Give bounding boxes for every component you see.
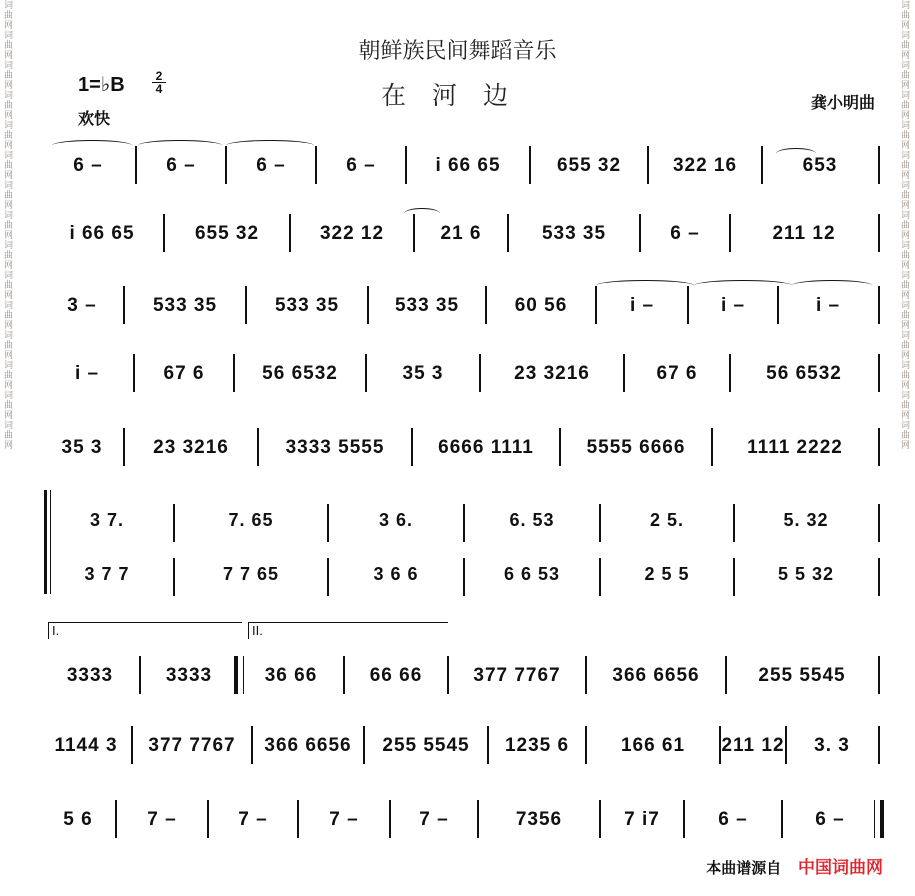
barline [878, 214, 880, 252]
barline [729, 354, 731, 392]
tie-arc [776, 148, 816, 159]
measure: 7 – [147, 809, 177, 830]
barline [878, 428, 880, 466]
barline [207, 800, 209, 838]
tie-arc [694, 280, 792, 291]
barline [447, 656, 449, 694]
staff-row [40, 210, 880, 258]
barline [233, 354, 235, 392]
barline [623, 354, 625, 392]
score-title: 朝鲜族民间舞蹈音乐 [358, 39, 557, 64]
barline [327, 504, 329, 542]
barline [878, 286, 880, 324]
measure: 56 6532 [262, 363, 338, 384]
barline [389, 800, 391, 838]
measure: i 66 65 [435, 155, 501, 176]
barline [683, 800, 685, 838]
measure: i – [629, 295, 655, 316]
barline [878, 146, 880, 184]
staff-row [40, 424, 880, 472]
barline [463, 558, 465, 596]
barline [878, 558, 880, 596]
barline [225, 146, 227, 184]
measure: 5 6 [63, 809, 93, 830]
measure: i 66 65 [69, 223, 135, 244]
barline [133, 354, 135, 392]
barline [327, 558, 329, 596]
measure: 6666 1111 [438, 437, 534, 458]
measure: 377 7767 [148, 735, 236, 756]
measure: 7 – [329, 809, 359, 830]
staff-row [40, 796, 880, 844]
key-signature: 1=♭B [78, 74, 125, 96]
measure: 211 12 [772, 223, 836, 244]
measure: 3 7 7 [84, 563, 130, 584]
barline [123, 428, 125, 466]
measure: 3333 [165, 665, 213, 686]
measure: 6. 53 [509, 509, 555, 530]
repeat-bracket [44, 490, 55, 594]
barline [585, 656, 587, 694]
barline [874, 800, 884, 838]
staff-row [40, 722, 880, 770]
measure: 166 61 [620, 735, 686, 756]
barline [257, 428, 259, 466]
measure: 6 – [346, 155, 376, 176]
barline [585, 726, 587, 764]
measure: i – [74, 363, 100, 384]
barline [785, 726, 787, 764]
footer-credit [706, 853, 883, 878]
barline [647, 146, 649, 184]
measure: 3. 3 [814, 735, 850, 756]
measure: 67 6 [163, 363, 205, 384]
measure: 366 6656 [264, 735, 352, 756]
barline [479, 354, 481, 392]
barline [599, 504, 601, 542]
barline [878, 504, 880, 542]
measure: 3333 5555 [285, 437, 385, 458]
measure: 366 6656 [612, 665, 700, 686]
measure: 3 6. [378, 509, 414, 530]
measure: 255 5545 [758, 665, 846, 686]
barline [123, 286, 125, 324]
measure: i – [815, 295, 841, 316]
measure: 6 – [815, 809, 845, 830]
measure: 6 – [718, 809, 748, 830]
barline [315, 146, 317, 184]
time-signature [152, 70, 166, 95]
tie-arc [226, 140, 314, 151]
barline [405, 146, 407, 184]
measure: 533 35 [274, 295, 340, 316]
measure: 67 6 [656, 363, 698, 384]
volta-second-ending: II. [248, 622, 448, 639]
measure: 36 66 [264, 665, 318, 686]
measure: 5. 32 [783, 509, 829, 530]
measure: 377 7767 [473, 665, 561, 686]
barline [529, 146, 531, 184]
score-subtitle: 在河边 [380, 81, 534, 110]
watermark-left: 词曲网词曲网词曲网词曲网词曲网词曲网词曲网词曲网词曲网词曲网词曲网词曲网词曲网词曲网词曲网 [2, 0, 12, 450]
barline [343, 656, 345, 694]
barline [487, 726, 489, 764]
barline [131, 726, 133, 764]
measure: 1235 6 [504, 735, 570, 756]
measure: 1144 3 [54, 735, 118, 756]
measure: 653 [802, 155, 838, 176]
measure: 6 – [73, 155, 103, 176]
measure: 7356 [515, 809, 563, 830]
barline [733, 504, 735, 542]
barline [411, 428, 413, 466]
tie-arc [52, 140, 132, 151]
barline [234, 656, 244, 694]
measure: 35 3 [61, 437, 103, 458]
measure: 23 3216 [514, 363, 590, 384]
time-numerator: 2 [152, 70, 166, 83]
tie-arc [792, 280, 872, 291]
barline [413, 214, 415, 252]
barline [485, 286, 487, 324]
measure: 56 6532 [766, 363, 842, 384]
measure: 255 5545 [382, 735, 470, 756]
barline [245, 286, 247, 324]
measure: 7. 65 [228, 509, 274, 530]
watermark-right: 词曲网词曲网词曲网词曲网词曲网词曲网词曲网词曲网词曲网词曲网词曲网词曲网词曲网词曲网词曲网 [899, 0, 909, 450]
tie-arc [404, 208, 440, 219]
barline [163, 214, 165, 252]
measure: 35 3 [402, 363, 444, 384]
measure: 3 – [67, 295, 97, 316]
barline [878, 354, 880, 392]
staff-row-upper [40, 500, 880, 540]
measure: i – [720, 295, 746, 316]
measure: 23 3216 [153, 437, 229, 458]
barline [463, 504, 465, 542]
tempo-marking: 欢快 [78, 109, 111, 128]
barline [173, 504, 175, 542]
barline [507, 214, 509, 252]
barline [365, 354, 367, 392]
measure: 7 – [419, 809, 449, 830]
measure: 6 – [166, 155, 196, 176]
barline [289, 214, 291, 252]
barline [781, 800, 783, 838]
composer-credit: 龚小明曲 [810, 93, 875, 112]
barline [115, 800, 117, 838]
barline [733, 558, 735, 596]
barline [777, 286, 779, 324]
measure: 60 56 [514, 295, 568, 316]
measure: 533 35 [152, 295, 218, 316]
measure: 2 5 5 [644, 563, 690, 584]
volta-first-ending: I. [48, 622, 242, 639]
barline [363, 726, 365, 764]
tie-arc [138, 140, 222, 151]
barline [761, 146, 763, 184]
barline [367, 286, 369, 324]
measure: 7 7 65 [222, 563, 280, 584]
time-denominator: 4 [155, 82, 163, 96]
barline [687, 286, 689, 324]
measure: 21 6 [440, 223, 482, 244]
barline [878, 726, 880, 764]
staff-row-lower [40, 554, 880, 594]
barline [173, 558, 175, 596]
measure: 322 16 [672, 155, 738, 176]
barline [135, 146, 137, 184]
measure: 2 5. [649, 509, 685, 530]
barline [719, 726, 721, 764]
barline [725, 656, 727, 694]
barline [639, 214, 641, 252]
barline [139, 656, 141, 694]
measure: 6 6 53 [503, 563, 561, 584]
measure: 3333 [66, 665, 114, 686]
barline [297, 800, 299, 838]
barline [477, 800, 479, 838]
barline [599, 800, 601, 838]
barline [559, 428, 561, 466]
barline [729, 214, 731, 252]
measure: 5 5 32 [777, 563, 835, 584]
barline [595, 286, 597, 324]
measure: 7 – [238, 809, 268, 830]
measure: 211 12 [721, 735, 785, 756]
footer-source: 本曲谱源自 [706, 859, 782, 877]
measure: 6 – [670, 223, 700, 244]
measure: 533 35 [394, 295, 460, 316]
measure: 6 – [256, 155, 286, 176]
measure: 322 12 [319, 223, 385, 244]
measure: 66 66 [369, 665, 423, 686]
measure: 655 32 [194, 223, 260, 244]
barline [878, 656, 880, 694]
tie-arc [596, 280, 694, 291]
barline [711, 428, 713, 466]
measure: 655 32 [556, 155, 622, 176]
measure: 3 6 6 [373, 563, 419, 584]
barline [251, 726, 253, 764]
measure: 1111 2222 [747, 437, 843, 458]
measure: 5555 6666 [586, 437, 686, 458]
measure: 533 35 [541, 223, 607, 244]
barline [599, 558, 601, 596]
staff-row [40, 652, 880, 700]
measure: 7 i7 [624, 809, 660, 830]
footer-site[interactable]: 中国词曲网 [798, 858, 883, 878]
staff-row [40, 350, 880, 398]
measure: 3 7. [89, 509, 125, 530]
